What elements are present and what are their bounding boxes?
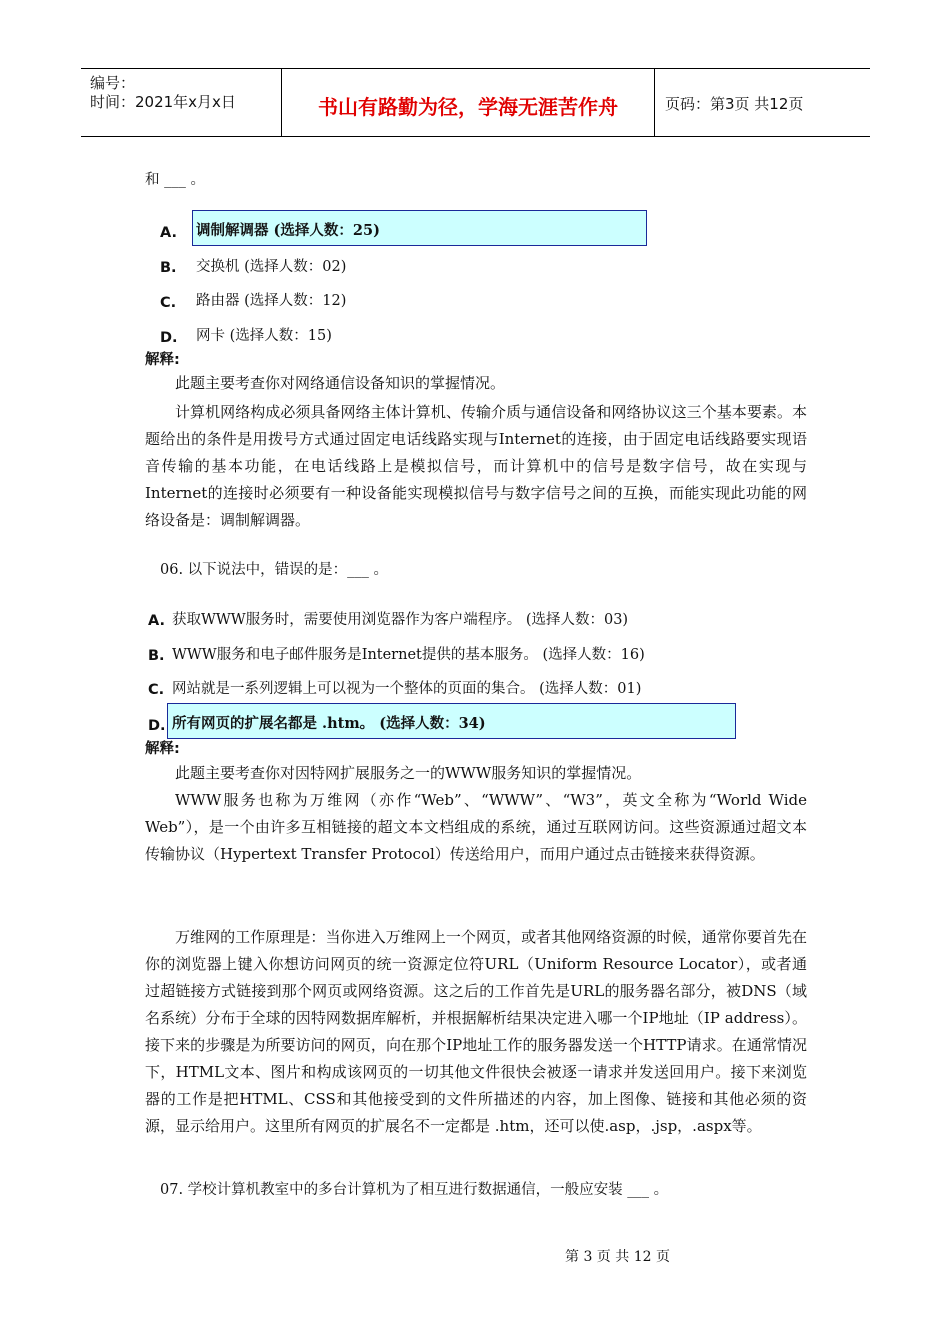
header-number: 编号：	[90, 74, 136, 92]
q05-option-d-text: 网卡 (选择人数：15)	[196, 328, 332, 344]
q05-explain-para-2: 计算机网络构成必须具备网络主体计算机、传输介质与通信设备和网络协议这三个基本要素。本题给出的条件是用拨号方式通过固定电话线路实现与Internet的连接，由于固定电话线路要实现语音传输的基本功能，在电话线路上是模拟信号，而计算机中的信号是数字信号，故在实现与Internet的连接时必须要有一种设备能实现模拟信号与数字信号之间的互换，而能实现此功能的网络设备是：调制解调器。	[145, 403, 807, 529]
q06-option-c-letter: C.	[148, 682, 165, 698]
q05-option-b-text: 交换机 (选择人数：02)	[196, 259, 347, 275]
header-page-cell	[655, 69, 870, 136]
q06-option-d-text: 所有网页的扩展名都是 .htm。 (选择人数：34)	[172, 715, 486, 732]
q06-explain-label: 解释:	[145, 741, 180, 757]
header-time: 时间：2021年x月x日	[90, 93, 236, 111]
q06-option-a-letter: A.	[148, 613, 165, 629]
page-footer: 第 3 页 共 12 页	[565, 1249, 670, 1265]
q05-option-a-letter: A.	[160, 225, 177, 241]
q07-question: 07. 学校计算机教室中的多台计算机为了相互进行数据通信，一般应安装 ___ 。	[160, 1182, 669, 1198]
q06-option-b-text: WWW服务和电子邮件服务是Internet提供的基本服务。 (选择人数：16)	[172, 647, 645, 663]
page-header	[81, 68, 870, 137]
q06-explain-para-3: 万维网的工作原理是：当你进入万维网上一个网页，或者其他网络资源的时候，通常你要首先在你的浏览器上键入你想访问网页的统一资源定位符URL（Uniform Resource Locator），或者通过超链接方式链接到那个网页或网络资源。这之后的工作首先是URL的服务器名部分，被DNS（域名系统）分布于全球的因特网数据库解析，并根据解析结果决定进入哪一个IP地址（IP address）。接下来的步骤是为所要访问的网页，向在那个IP地址工作的服务器发送一个HTTP请求。在通常情况下，HTML文本、图片和构成该网页的一切其他文件很快会被逐一请求并发送回用户。接下来浏览器的工作是把HTML、CSS和其他接受到的文件所描述的内容，加上图像、链接和其他必须的资源，显示给用户。这里所有网页的扩展名不一定都是 .htm，还可以使.asp，.jsp，.aspx等。	[145, 928, 807, 1135]
q06-explain-para-2: WWW服务也称为万维网（亦作“Web”、“WWW”、“W3”，英文全称为“World Wide Web”），是一个由许多互相链接的超文本文档组成的系统，通过互联网访问。这些资源通过超文本传输协议（Hypertext Transfer Protocol）传送给用户，而用户通过点击链接来获得资源。	[145, 791, 807, 863]
q05-option-c-text: 路由器 (选择人数：12)	[196, 293, 347, 309]
q05-explain-para-1: 此题主要考查你对网络通信设备知识的掌握情况。	[175, 374, 506, 392]
q06-question: 06. 以下说法中，错误的是：___ 。	[160, 562, 389, 578]
q06-option-c-text: 网站就是一系列逻辑上可以视为一个整体的页面的集合。 (选择人数：01)	[172, 681, 642, 697]
q05-option-c-letter: C.	[160, 295, 177, 311]
q05-tail: 和 ___ 。	[145, 172, 205, 188]
q05-explain-label: 解释:	[145, 352, 180, 368]
header-motto-cell	[282, 69, 655, 136]
q06-option-b-letter: B.	[148, 648, 165, 664]
q06-option-d-letter: D.	[148, 718, 166, 734]
q05-option-a-text: 调制解调器 (选择人数：25)	[196, 222, 380, 239]
header-page-info: 页码：第3页 共12页	[665, 95, 804, 113]
header-meta-cell	[81, 69, 282, 136]
q05-option-d-letter: D.	[160, 330, 178, 346]
q05-option-b-letter: B.	[160, 260, 177, 276]
q06-option-a-text: 获取WWW服务时，需要使用浏览器作为客户端程序。 (选择人数：03)	[172, 612, 629, 628]
q06-explain-para-1: 此题主要考查你对因特网扩展服务之一的WWW服务知识的掌握情况。	[175, 764, 642, 782]
header-motto: 书山有路勤为径，学海无涯苦作舟	[318, 95, 618, 119]
